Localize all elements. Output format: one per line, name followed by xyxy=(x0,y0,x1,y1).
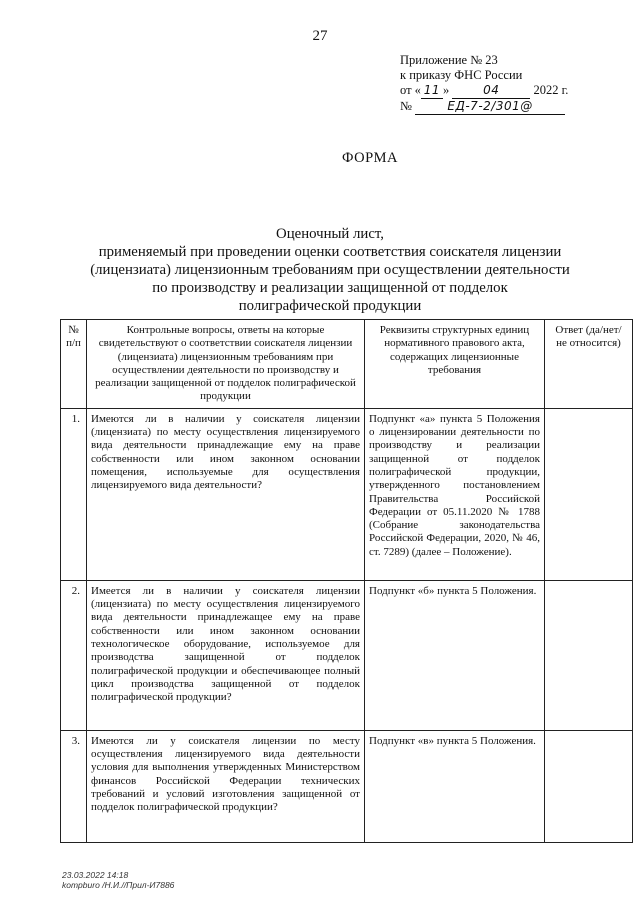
row-question: Имеются ли в наличии у соискателя лицензии (лицензиата) по месту осуществления лицензируемого вида деятельности принадлежащие ему на праве собственности или ином законном основании помещения, используемые для осуществления лицензируемого вида деятельности? xyxy=(87,408,365,580)
header-question: Контрольные вопросы, ответы на которые свидетельствуют о соответствии соискателя лицензии (лицензиата) лицензионным требованиям при осуществлении деятельности по производству и реализации защищенной от подделок полиграфической продукции xyxy=(87,320,365,409)
date-day: 11 xyxy=(421,83,443,99)
title-line: (лицензиата) лицензионным требованиям при осуществлении деятельности xyxy=(90,262,570,278)
row-question: Имеется ли в наличии у соискателя лицензии (лицензиата) по месту осуществления лицензируемого вида деятельности принадлежащее ему на праве собственности или ином законном основании технологическое оборудование, используемое для производства защищенной от подделок полиграфической продукции и обеспечивающее полный цикл производства защищенной от подделок полиграфической продукции? xyxy=(87,580,365,730)
date-prefix: от « xyxy=(400,83,421,97)
table-row xyxy=(61,730,633,842)
row-num: 2. xyxy=(61,580,87,730)
appendix-order-ref: к приказу ФНС России xyxy=(400,68,523,82)
row-answer[interactable] xyxy=(545,730,633,842)
table-row xyxy=(61,408,633,580)
row-question: Имеются ли у соискателя лицензии по месту осуществления лицензируемого вида деятельности условия для выполнения утвержденных Министерством финансов Российской Федерации технических требований и условий изготовления защищенной от подделок полиграфической продукции? xyxy=(87,730,365,842)
title-line: по производству и реализации защищенной от подделок xyxy=(152,280,508,296)
row-num: 1. xyxy=(61,408,87,580)
row-answer[interactable] xyxy=(545,580,633,730)
header-answer: Ответ (да/нет/ не относится) xyxy=(545,320,633,409)
title-line: применяемый при проведении оценки соответствия соискателя лицензии xyxy=(98,244,562,260)
order-number: ЕД-7-2/301@ xyxy=(415,99,565,115)
appendix-title: Приложение № 23 xyxy=(400,53,498,67)
table-header-row xyxy=(61,320,633,409)
row-answer[interactable] xyxy=(545,408,633,580)
page-number: 27 xyxy=(312,28,328,44)
row-num: 3. xyxy=(61,730,87,842)
title-line: полиграфической продукции xyxy=(238,298,422,314)
table-row xyxy=(61,580,633,730)
header-reference: Реквизиты структурных единиц нормативного правового акта, содержащих лицензионные требования xyxy=(365,320,545,409)
date-year: 2022 г. xyxy=(533,83,569,97)
row-reference: Подпункт «а» пункта 5 Положения о лицензировании деятельности по производству и реализации защищенной от подделок полиграфической продукции, утвержденного постановлением Правительства Российской Федерации от 05.11.2020 № 1788 (Собрание законодательства Российской Федерации, 2020, № 46, ст. 7289) (далее – Положение). xyxy=(365,408,545,580)
form-label: ФОРМА xyxy=(341,150,399,166)
footer-timestamp: 23.03.2022 14:18 xyxy=(62,870,129,880)
row-reference: Подпункт «б» пункта 5 Положения. xyxy=(365,580,545,730)
row-reference: Подпункт «в» пункта 5 Положения. xyxy=(365,730,545,842)
header-num: № п/п xyxy=(61,320,87,409)
footer-file: kompburo /Н.И.//Прил-И7886 xyxy=(62,880,175,890)
appendix-block xyxy=(400,53,600,115)
checklist-table xyxy=(60,319,633,843)
footer-stamp xyxy=(62,870,174,890)
title-line: Оценочный лист, xyxy=(276,226,384,242)
number-prefix: № xyxy=(400,99,412,113)
date-month: 04 xyxy=(452,83,530,99)
appendix-date-line xyxy=(400,83,600,99)
date-mid: » xyxy=(442,83,450,97)
appendix-number-line xyxy=(400,99,600,115)
document-title xyxy=(60,225,600,315)
